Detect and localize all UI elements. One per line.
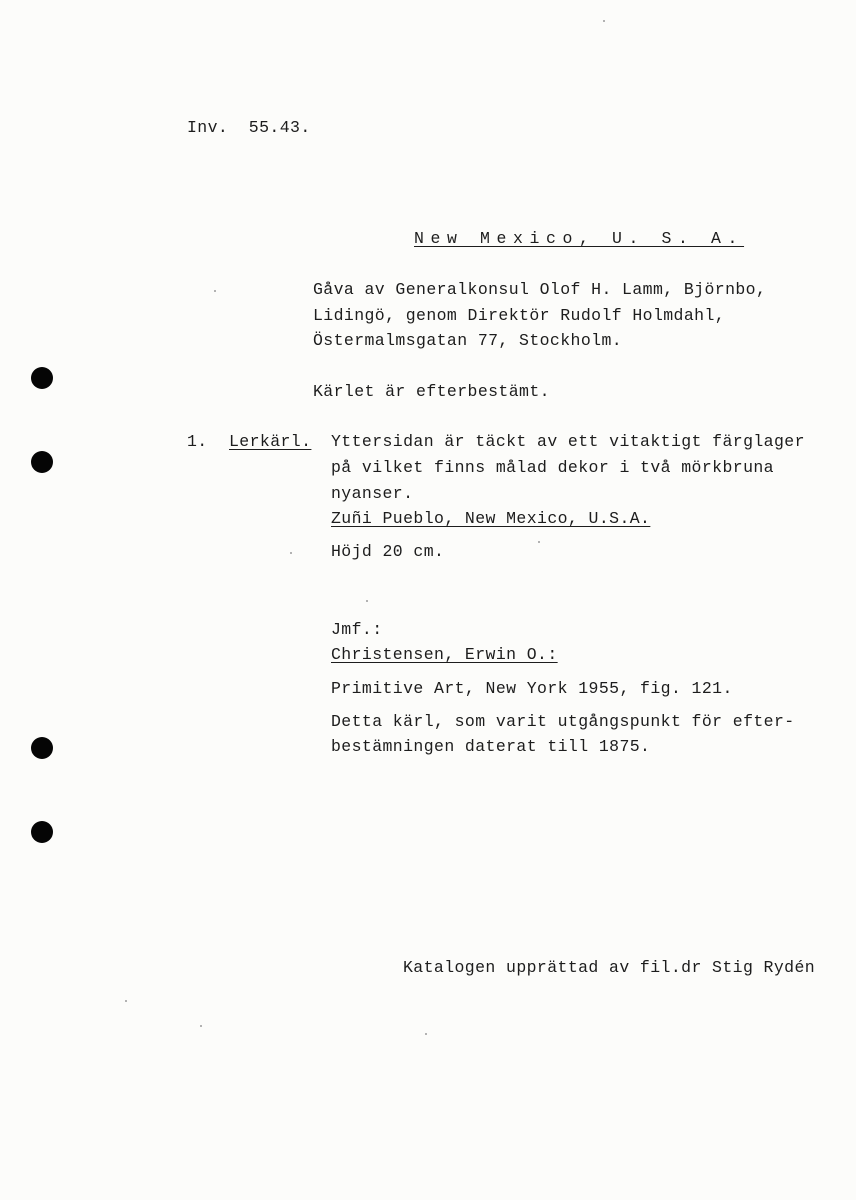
punch-hole-2 xyxy=(31,451,53,473)
donation-line-3: Östermalmsgatan 77, Stockholm. xyxy=(313,331,623,350)
donation-line-1: Gåva av Generalkonsul Olof H. Lamm, Björnbo, xyxy=(313,280,767,299)
donation-line-2: Lidingö, genom Direktör Rudolf Holmdahl, xyxy=(313,306,726,325)
paper-speck xyxy=(200,1025,202,1027)
punch-hole-3 xyxy=(31,737,53,759)
punch-hole-1 xyxy=(31,367,53,389)
item-description-2: på vilket finns målad dekor i två mörkbruna xyxy=(331,458,774,477)
paper-speck xyxy=(366,600,368,602)
place-heading: New Mexico, U. S. A. xyxy=(414,229,745,248)
reference-label: Jmf.: xyxy=(331,620,383,639)
item-height: Höjd 20 cm. xyxy=(331,542,445,561)
determination-note: Kärlet är efterbestämt. xyxy=(313,382,550,401)
cataloger-signature: Katalogen upprättad av fil.dr Stig Rydén xyxy=(403,958,816,977)
reference-comment-1: Detta kärl, som varit utgångspunkt för efter- xyxy=(331,712,795,731)
item-name: Lerkärl. xyxy=(229,432,312,451)
item-origin: Zuñi Pueblo, New Mexico, U.S.A. xyxy=(331,509,651,528)
item-description-1: Yttersidan är täckt av ett vitaktigt färglager xyxy=(331,432,805,451)
paper-speck xyxy=(603,20,605,22)
punch-hole-4 xyxy=(31,821,53,843)
reference-comment-2: bestämningen daterat till 1875. xyxy=(331,737,651,756)
paper-speck xyxy=(425,1033,427,1035)
paper-speck xyxy=(538,541,540,543)
inventory-number: Inv. 55.43. xyxy=(187,118,311,137)
reference-author: Christensen, Erwin O.: xyxy=(331,645,558,664)
paper-speck xyxy=(290,552,292,554)
reference-work: Primitive Art, New York 1955, fig. 121. xyxy=(331,679,733,698)
paper-speck xyxy=(214,290,216,292)
paper-speck xyxy=(125,1000,127,1002)
item-description-3: nyanser. xyxy=(331,484,414,503)
item-number: 1. xyxy=(187,432,208,451)
